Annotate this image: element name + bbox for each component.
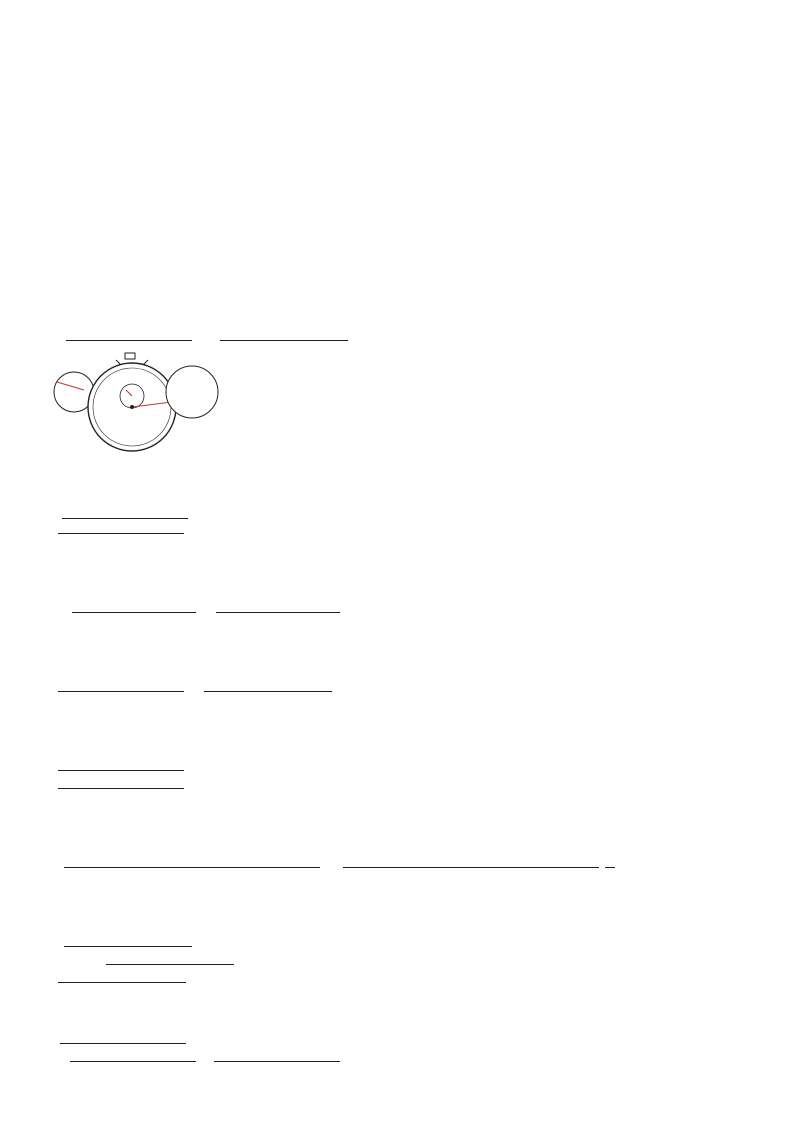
q15-line3 (52, 777, 192, 791)
q14-travel-direction-blank[interactable] (204, 680, 332, 692)
q17-item-1-blank[interactable] (64, 935, 192, 947)
q11-thermometer-blank[interactable] (220, 329, 348, 341)
q11-stopwatch-blank[interactable] (66, 329, 192, 341)
q18-division-jia-blank[interactable] (60, 1032, 186, 1044)
q18-line2 (52, 1050, 348, 1064)
q16-conditions (52, 856, 615, 870)
q17-item-1 (52, 935, 200, 949)
stopwatch-center (130, 405, 134, 409)
big-dial-magnifier (166, 366, 218, 418)
q15-line2 (52, 759, 190, 773)
q13-reason-blank[interactable] (216, 601, 340, 613)
q17-item-3-blank[interactable] (58, 971, 186, 983)
q15-reference-blank[interactable] (58, 759, 184, 771)
q13-line2 (52, 601, 350, 615)
q17-item-2 (52, 953, 242, 967)
q11-figure (52, 352, 292, 460)
q13-distance-blank[interactable] (72, 601, 196, 613)
q12-line1 (52, 503, 202, 521)
q11-question (52, 329, 358, 343)
q14-line2 (52, 680, 340, 694)
q18-division-yi-blank[interactable] (214, 1050, 340, 1062)
q12-micrometer-blank[interactable] (58, 522, 184, 534)
q12-line2 (52, 522, 192, 536)
q12-meter-blank[interactable] (62, 507, 188, 519)
q16-end-mark (605, 856, 615, 868)
q17-item-2-blank[interactable] (106, 953, 234, 965)
q16-condition-1-blank[interactable] (64, 856, 320, 868)
q14-air-direction-blank[interactable] (58, 680, 184, 692)
q16-condition-2-blank[interactable] (343, 856, 599, 868)
stopwatch-crown (125, 353, 135, 359)
q18-line1 (52, 1032, 192, 1046)
q17-item-3 (52, 971, 194, 985)
q15-source-blank[interactable] (58, 777, 184, 789)
q18-length-jia-blank[interactable] (70, 1050, 196, 1062)
